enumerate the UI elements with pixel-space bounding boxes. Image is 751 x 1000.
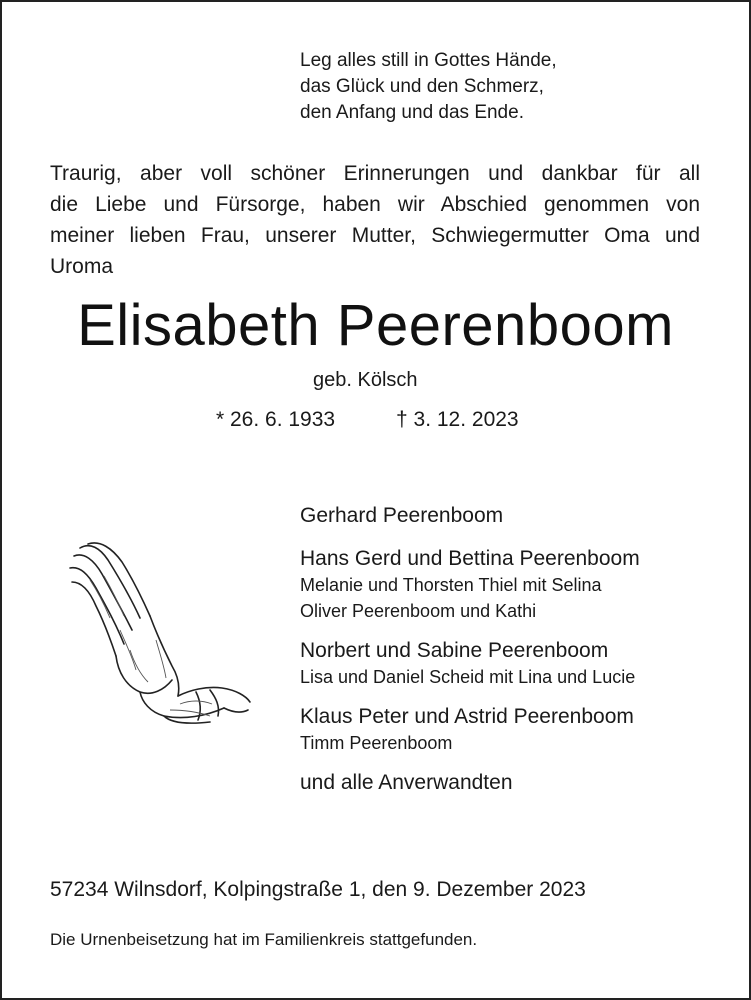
family-member: Norbert und Sabine Peerenboom: [300, 639, 609, 662]
verse-line: Leg alles still in Gottes Hände,: [300, 50, 557, 71]
intro-line: Uroma: [50, 255, 114, 278]
death-date: † 3. 12. 2023: [396, 408, 519, 431]
family-submember: Melanie und Thorsten Thiel mit Selina: [300, 575, 602, 595]
family-member: Klaus Peter und Astrid Peerenboom: [300, 705, 634, 728]
intro-line: Traurig, aber voll schöner Erinnerungen und dankbar für all: [50, 162, 700, 185]
verse-line: den Anfang und das Ende.: [300, 102, 524, 123]
intro-line: die Liebe und Fürsorge, haben wir Abschied genommen von: [50, 193, 700, 216]
family-submember: Lisa und Daniel Scheid mit Lina und Lucie: [300, 667, 636, 687]
family-member: Hans Gerd und Bettina Peerenboom: [300, 547, 640, 570]
family-submember: Timm Peerenboom: [300, 733, 453, 753]
praying-hands-icon: [60, 540, 260, 725]
place-and-date: 57234 Wilnsdorf, Kolpingstraße 1, den 9. Dezember 2023: [50, 878, 586, 901]
verse-line: das Glück und den Schmerz,: [300, 76, 544, 97]
verse: [300, 48, 557, 126]
family-member: und alle Anverwandten: [300, 771, 513, 794]
burial-note: Die Urnenbeisetzung hat im Familienkreis stattgefunden.: [50, 930, 478, 949]
family-member: Gerhard Peerenboom: [300, 504, 504, 527]
family-submember: Oliver Peerenboom und Kathi: [300, 601, 537, 621]
maiden-name: geb. Kölsch: [313, 369, 418, 391]
intro-line: meiner lieben Frau, unserer Mutter, Schwiegermutter Oma und: [50, 224, 700, 247]
deceased-name: Elisabeth Peerenboom: [77, 293, 674, 358]
intro-text: [50, 158, 700, 282]
family-list: [300, 503, 640, 796]
birth-date: * 26. 6. 1933: [216, 408, 336, 431]
